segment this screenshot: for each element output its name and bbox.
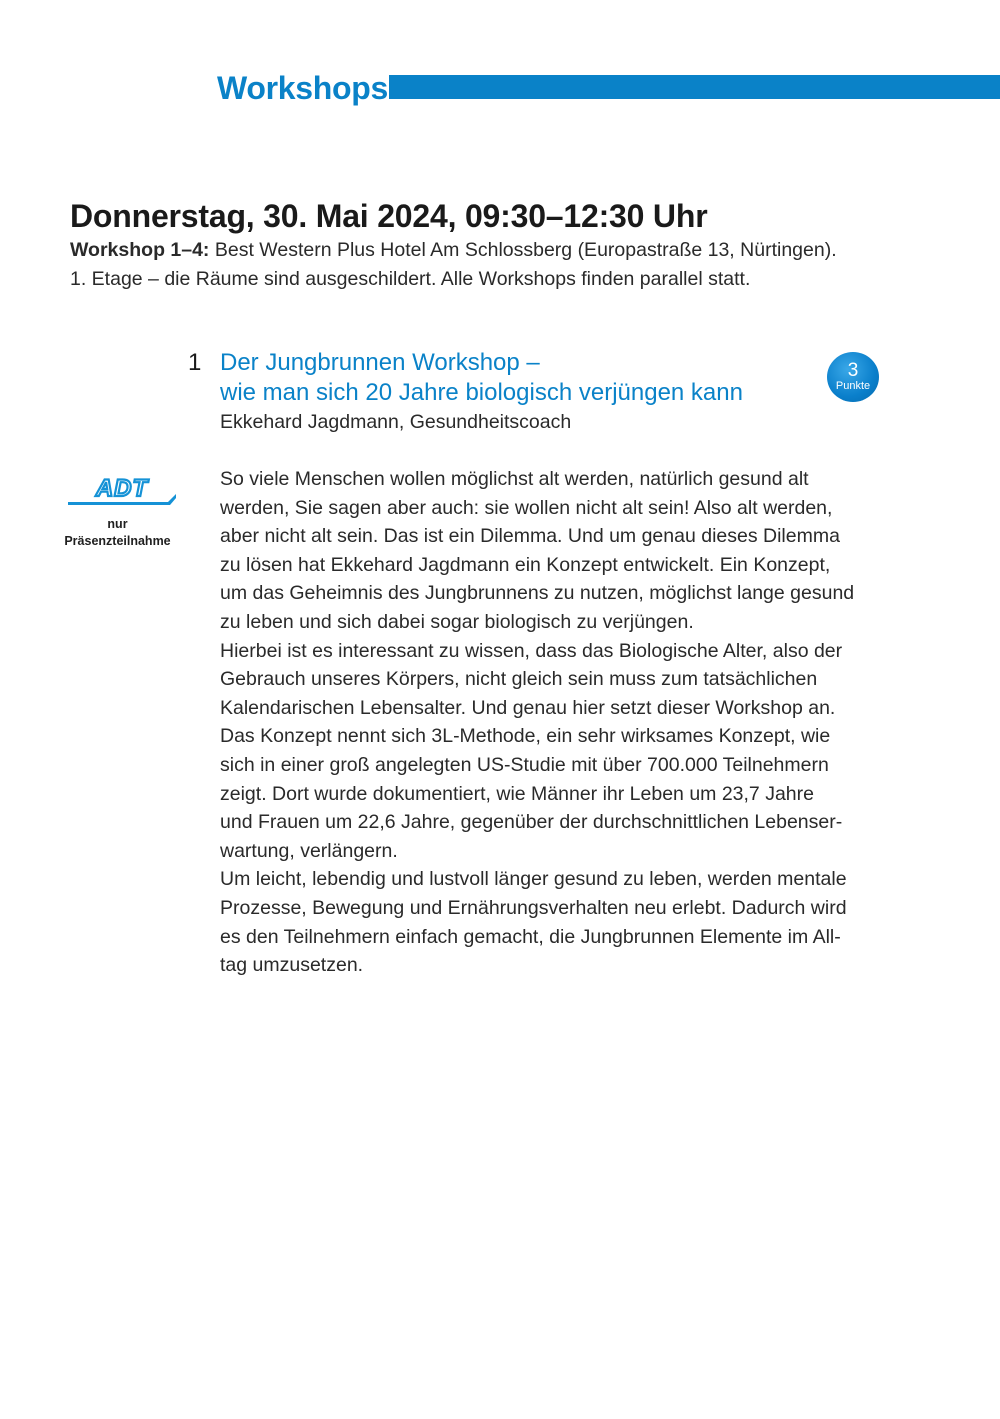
event-location-text: Best Western Plus Hotel Am Schlossberg (Europastraße 13, Nürtingen). (209, 239, 837, 261)
description-line: Das Konzept nennt sich 3L-Methode, ein sehr wirksames Konzept, wie (220, 725, 831, 748)
workshop-number: 1 (188, 349, 202, 376)
points-unit: Punkte (835, 379, 871, 392)
description-line: Hierbei ist es interessant zu wissen, dass das Biologische Alter, also der (220, 639, 843, 662)
description-line: aber nicht alt sein. Das ist ein Dilemma. Und um genau dieses Dilemma (220, 525, 840, 548)
description-line: um das Geheimnis des Jungbrunnens zu nutzen, möglichst lange gesund (220, 582, 855, 605)
description-line: zeigt. Dort wurde dokumentiert, wie Männer ihr Leben um 23,7 Jahre (220, 782, 814, 805)
workshop-title-line: Der Jungbrunnen Workshop – (220, 349, 540, 376)
description-line: Prozesse, Bewegung und Ernährungsverhalten neu erlebt. Dadurch wird (220, 896, 847, 919)
description-line: sich in einer groß angelegten US-Studie mit über 700.000 Teilnehmern (220, 753, 829, 776)
description-line: Um leicht, lebendig und lustvoll länger gesund zu leben, werden mentale (220, 868, 847, 891)
description-line: es den Teilnehmern einfach gemacht, die Jungbrunnen Elemente im All- (220, 925, 841, 948)
svg-text:ADT: ADT (95, 475, 149, 502)
event-location-label: Workshop 1–4: (70, 239, 210, 261)
event-date-heading: Donnerstag, 30. Mai 2024, 09:30–12:30 Uhr (70, 198, 708, 234)
section-header-bar (389, 75, 1000, 99)
workshop-title-line: wie man sich 20 Jahre biologisch verjüngen kann (220, 379, 743, 406)
description-line: tag umzusetzen. (220, 954, 364, 977)
adt-logo-icon (68, 474, 176, 506)
adt-note-line: nur (107, 517, 128, 531)
description-line: und Frauen um 22,6 Jahre, gegenüber der durchschnittlichen Lebenser- (220, 811, 843, 834)
workshop-description (220, 465, 890, 980)
section-title: Workshops (217, 69, 388, 106)
adt-note-line: Präsenzteilnahme (64, 534, 171, 548)
adt-note (55, 516, 180, 550)
description-line: wartung, verlängern. (220, 839, 398, 862)
points-value: 3 (847, 359, 859, 381)
description-line: zu leben und sich dabei sogar biologisch zu verjüngen. (220, 610, 694, 633)
section-header (217, 68, 1000, 108)
points-badge (827, 352, 879, 402)
workshop-speaker: Ekkehard Jagdmann, Gesundheitscoach (220, 411, 572, 433)
description-line: zu lösen hat Ekkehard Jagdmann ein Konzept entwickelt. Ein Konzept, (220, 553, 831, 576)
description-line: werden, Sie sagen aber auch: sie wollen nicht alt sein! Also alt werden, (220, 496, 833, 519)
event-note: 1. Etage – die Räume sind ausgeschildert. Alle Workshops finden parallel statt. (70, 268, 751, 290)
description-line: Gebrauch unseres Körpers, nicht gleich sein muss zum tatsächlichen (220, 668, 818, 691)
event-location (70, 236, 837, 264)
description-line: Kalendarischen Lebensalter. Und genau hier setzt dieser Workshop an. (220, 696, 836, 719)
description-line: So viele Menschen wollen möglichst alt werden, natürlich gesund alt (220, 468, 809, 490)
workshop-title (220, 348, 810, 408)
